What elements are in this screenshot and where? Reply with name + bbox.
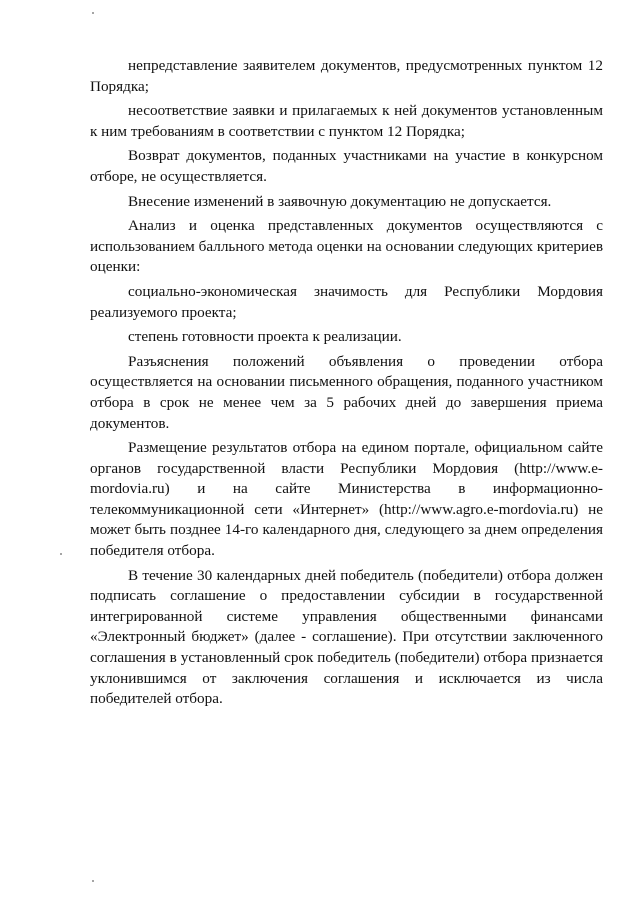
scan-speck xyxy=(92,880,94,882)
scan-speck xyxy=(60,553,62,555)
paragraph-noncompliance: несоответствие заявки и прилагаемых к ней документов установленным к ним требованиям в соответствии с пунктом 12 Порядка; xyxy=(90,102,603,140)
paragraph-criterion-significance: социально-экономическая значимость для Республики Мордовия реализуемого проекта; xyxy=(90,282,603,321)
paragraph-evaluation-method: Анализ и оценка представленных документов осуществляются с использованием балльного метода оценки на основании следующих критериев оценки: xyxy=(90,217,603,276)
paragraph-no-changes: Внесение изменений в заявочную документацию не допускается. xyxy=(128,192,552,210)
paragraph-clarifications: Разъяснения положений объявления о проведении отбора осуществляется на основании письменного обращения, поданного участником отбора в срок не менее чем за 5 рабочих дней до завершения приема документов. xyxy=(90,352,603,432)
scan-speck xyxy=(92,12,94,14)
document-body xyxy=(90,56,603,714)
paragraph-criterion-readiness: степень готовности проекта к реализации. xyxy=(128,328,402,346)
paragraph-no-return: Возврат документов, поданных участниками на участие в конкурсном отборе, не осуществляется. xyxy=(90,147,603,185)
paragraph-agreement: В течение 30 календарных дней победитель (победители) отбора должен подписать соглашение о предоставлении субсидии в государственной интегрированной системе управления общественными финансами «Электронный бюджет» (далее - соглашение). При отсутствии заключенного соглашения в установленный срок победитель (победители) отбора признается уклонившимся от заключения соглашения и исключается из числа победителей отбора. xyxy=(90,566,603,708)
paragraph-results-publication: Размещение результатов отбора на едином портале, официальном сайте органов государственной власти Республики Мордовия (http://www.e-mordovia.ru) и на сайте Министерства в информационно-телекоммуникационной сети «Интернет» (http://www.agro.e-mordovia.ru) не может быть позднее 14-го календарного дня, следующего за днем определения победителя отбора. xyxy=(90,439,603,560)
paragraph-missing-documents: непредставление заявителем документов, предусмотренных пунктом 12 Порядка; xyxy=(90,57,603,95)
